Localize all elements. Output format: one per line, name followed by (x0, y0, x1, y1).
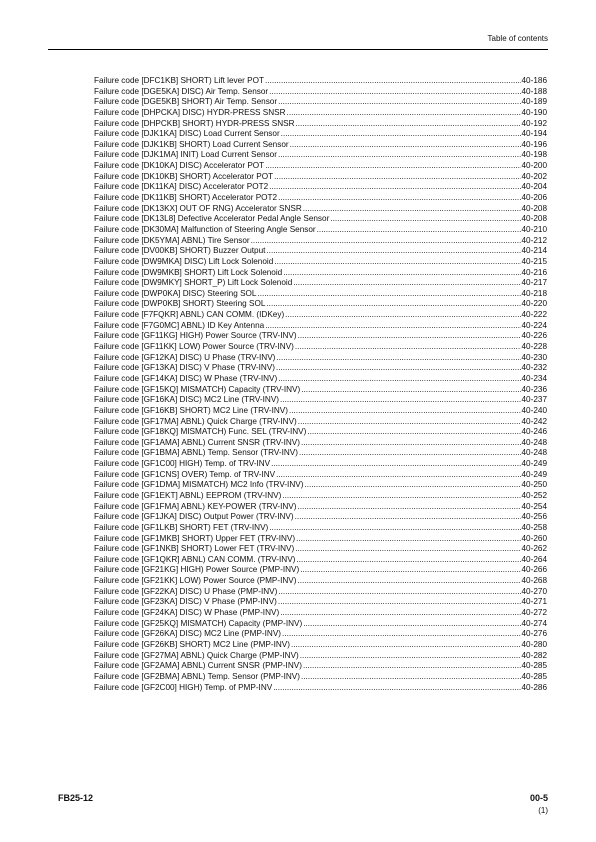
dot-leader (274, 172, 520, 183)
toc-entry-page: 40-274 (521, 618, 547, 628)
toc-entry-page: 40-189 (521, 97, 547, 107)
toc-entry-title: Failure code [F7FQKR] ABNL) CAN COMM. (IDKey) (94, 310, 285, 320)
dot-leader (297, 576, 520, 587)
toc-entry-title: Failure code [GF22KA] DISC) U Phase (PMP-INV) (94, 586, 278, 596)
toc-entry[interactable] (94, 470, 547, 481)
dot-leader (269, 87, 520, 98)
toc-entry-title: Failure code [GF2AMA] ABNL) Current SNSR (PMP-INV) (94, 661, 302, 671)
toc-entry-page: 40-190 (521, 107, 547, 117)
dot-leader (296, 555, 520, 566)
dot-leader (269, 523, 520, 534)
toc-entry-title: Failure code [GF1FMA] ABNL) KEY-POWER (TRV-INV) (94, 501, 297, 511)
toc-entry-title: Failure code [DK11KA] DISC) Accelerator POT2 (94, 182, 269, 192)
toc-entry[interactable] (94, 363, 547, 374)
toc-entry[interactable] (94, 555, 547, 566)
toc-entry[interactable] (94, 640, 547, 651)
toc-entry-page: 40-218 (521, 288, 547, 298)
toc-entry[interactable] (94, 406, 547, 417)
toc-entry-title: Failure code [GF1C00] HIGH) Temp. of TRV-INV (94, 459, 271, 469)
toc-entry[interactable] (94, 140, 547, 151)
toc-entry[interactable] (94, 108, 547, 119)
toc-entry-page: 40-234 (521, 373, 547, 383)
toc-entry[interactable] (94, 417, 547, 428)
dot-leader (298, 417, 521, 428)
dot-leader (276, 470, 520, 481)
toc-entry-title: Failure code [DW9MKB] SHORT) Lift Lock Solenoid (94, 267, 283, 277)
toc-entry-title: Failure code [GF21KK] LOW) Power Source (PMP-INV) (94, 576, 297, 586)
dot-leader (301, 672, 521, 683)
toc-entry[interactable] (94, 629, 547, 640)
toc-entry-page: 40-204 (521, 182, 547, 192)
toc-entry-page: 40-266 (521, 565, 547, 575)
toc-entry-title: Failure code [GF2C00] HIGH) Temp. of PMP-INV (94, 682, 273, 692)
footer-revision: (1) (538, 806, 548, 815)
toc-entry-page: 40-232 (521, 363, 547, 373)
toc-entry[interactable] (94, 204, 547, 215)
toc-entry-title: Failure code [GF1BMA] ABNL) Temp. Sensor (TRV-INV) (94, 448, 298, 458)
toc-entry[interactable] (94, 534, 547, 545)
toc-entry-page: 40-240 (521, 405, 547, 415)
toc-entry[interactable] (94, 310, 547, 321)
toc-entry[interactable] (94, 597, 547, 608)
toc-entry-page: 40-196 (521, 139, 547, 149)
toc-entry-page: 40-246 (521, 427, 547, 437)
toc-entry-page: 40-256 (521, 512, 547, 522)
dot-leader (295, 512, 521, 523)
toc-entry-page: 40-188 (521, 86, 547, 96)
toc-entry[interactable] (94, 491, 547, 502)
toc-entry-title: Failure code [GF1DMA] MISMATCH) MC2 Info (TRV-INV) (94, 480, 304, 490)
toc-entry-title: Failure code [F7G0MC] ABNL) ID Key Antenna (94, 320, 265, 330)
toc-entry[interactable] (94, 87, 547, 98)
toc-entry[interactable] (94, 150, 547, 161)
dot-leader (282, 629, 520, 640)
dot-leader (285, 310, 520, 321)
toc-entry-title: Failure code [GF27MA] ABNL) Quick Charge (PMP-INV) (94, 650, 299, 660)
toc-entry[interactable] (94, 576, 547, 587)
toc-entry-page: 40-252 (521, 490, 547, 500)
toc-entry-title: Failure code [DJK1MA] INIT) Load Current Sensor (94, 150, 277, 160)
toc-entry[interactable] (94, 587, 547, 598)
toc-entry-page: 40-208 (521, 214, 547, 224)
toc-entry[interactable] (94, 353, 547, 364)
toc-entry[interactable] (94, 268, 547, 279)
toc-entry-page: 40-202 (521, 171, 547, 181)
toc-entry-page: 40-224 (521, 320, 547, 330)
toc-entry-title: Failure code [GF1MKB] SHORT) Upper FET (TRV-INV) (94, 533, 296, 543)
toc-entry-title: Failure code [GF21KG] HIGH) Power Source (PMP-INV) (94, 565, 300, 575)
toc-entry-title: Failure code [GF12KA] DISC) U Phase (TRV-INV) (94, 352, 276, 362)
toc-entry[interactable] (94, 321, 547, 332)
toc-entry[interactable] (94, 438, 547, 449)
toc-entry-title: Failure code [GF1QKR] ABNL) CAN COMM. (TRV-INV) (94, 554, 296, 564)
dot-leader (291, 640, 521, 651)
toc-entry-page: 40-206 (521, 193, 547, 203)
toc-entry-page: 40-276 (521, 629, 547, 639)
toc-entry-title: Failure code [DW9MKY] SHORT_P) Lift Lock Solenoid (94, 278, 293, 288)
toc-entry-title: Failure code [GF1JKA] DISC) Output Power (TRV-INV) (94, 512, 294, 522)
dot-leader (265, 76, 520, 87)
toc-entry-page: 40-226 (521, 331, 547, 341)
dot-leader (303, 661, 521, 672)
toc-entry-title: Failure code [GF16KB] SHORT) MC2 Line (TRV-INV) (94, 405, 288, 415)
toc-entry-title: Failure code [GF26KB] SHORT) MC2 Line (PMP-INV) (94, 639, 290, 649)
toc-entry-page: 40-286 (521, 682, 547, 692)
toc-entry[interactable] (94, 448, 547, 459)
dot-leader (278, 597, 521, 608)
toc-entry-page: 40-215 (521, 256, 547, 266)
toc-entry-page: 40-237 (521, 395, 547, 405)
dot-leader (287, 108, 521, 119)
toc-entry-page: 40-264 (521, 554, 547, 564)
toc-entry[interactable] (94, 502, 547, 513)
dot-leader (282, 491, 520, 502)
toc-entry-page: 40-208 (521, 203, 547, 213)
toc-entry[interactable] (94, 619, 547, 630)
toc-entry[interactable] (94, 395, 547, 406)
dot-leader (280, 608, 520, 619)
toc-entry-title: Failure code [DFC1KB] SHORT) Lift lever POT (94, 76, 265, 85)
dot-leader (299, 448, 521, 459)
toc-entry[interactable] (94, 129, 547, 140)
dot-leader (283, 268, 520, 279)
toc-entry-title: Failure code [GF1EKT] ABNL) EEPROM (TRV-INV) (94, 490, 282, 500)
dot-leader (278, 374, 520, 385)
toc-entry-page: 40-230 (521, 352, 547, 362)
dot-leader (301, 438, 521, 449)
toc-entry-page: 40-198 (521, 150, 547, 160)
toc-entry-title: Failure code [DJK1KB] SHORT) Load Current Sensor (94, 139, 289, 149)
dot-leader (300, 565, 520, 576)
toc-entry[interactable] (94, 544, 547, 555)
toc-entry[interactable] (94, 374, 547, 385)
dot-leader (278, 97, 520, 108)
toc-entry-title: Failure code [DGE5KA] DISC) Air Temp. Sensor (94, 86, 269, 96)
dot-leader (307, 427, 520, 438)
toc-entry-page: 40-258 (521, 522, 547, 532)
toc-entry-page: 40-217 (521, 278, 547, 288)
footer-model: FB25-12 (58, 793, 94, 803)
toc-entry-title: Failure code [GF15KQ] MISMATCH) Capacity (TRV-INV) (94, 384, 301, 394)
toc-entry[interactable] (94, 214, 547, 225)
dot-leader (266, 299, 520, 310)
toc-entry-page: 40-268 (521, 576, 547, 586)
toc-entry[interactable] (94, 661, 547, 672)
toc-entry-title: Failure code [DK10KB] SHORT) Accelerator POT (94, 171, 274, 181)
toc-entry-title: Failure code [GF24KA] DISC) W Phase (PMP-INV) (94, 608, 280, 618)
toc-entry-page: 40-260 (521, 533, 547, 543)
toc-entry-page: 40-192 (521, 118, 547, 128)
toc-entry[interactable] (94, 342, 547, 353)
toc-entry-page: 40-214 (521, 246, 547, 256)
dot-leader (280, 395, 520, 406)
header-rule (48, 49, 548, 50)
toc-list (94, 76, 547, 693)
toc-entry[interactable] (94, 459, 547, 470)
dot-leader (276, 363, 521, 374)
toc-entry-title: Failure code [GF18KQ] MISMATCH) Func. SEL (TRV-INV) (94, 427, 307, 437)
dot-leader (257, 289, 520, 300)
toc-entry-page: 40-186 (521, 76, 547, 85)
toc-entry-title: Failure code [GF13KA] DISC) V Phase (TRV-INV) (94, 363, 275, 373)
toc-entry[interactable] (94, 182, 547, 193)
footer-page-number: 00-5 (529, 793, 548, 803)
dot-leader (278, 150, 521, 161)
toc-entry-page: 40-249 (521, 469, 547, 479)
toc-entry-title: Failure code [DHPCKA] DISC) HYDR-PRESS SNSR (94, 107, 286, 117)
dot-leader (304, 480, 520, 491)
dot-leader (301, 385, 520, 396)
toc-entry[interactable] (94, 193, 547, 204)
toc-entry[interactable] (94, 480, 547, 491)
dot-leader (289, 406, 521, 417)
toc-entry-page: 40-222 (521, 310, 547, 320)
toc-entry-title: Failure code [DK30MA] Malfunction of Steering Angle Sensor (94, 224, 316, 234)
toc-entry-title: Failure code [DK10KA] DISC) Accelerator POT (94, 161, 265, 171)
toc-entry-page: 40-220 (521, 299, 547, 309)
toc-entry-title: Failure code [DHPCKB] SHORT) HYDR-PRESS SNSR (94, 118, 295, 128)
toc-entry-page: 40-249 (521, 459, 547, 469)
toc-entry-page: 40-282 (521, 650, 547, 660)
toc-entry-page: 40-280 (521, 639, 547, 649)
toc-entry-page: 40-236 (521, 384, 547, 394)
toc-entry-page: 40-242 (521, 416, 547, 426)
toc-entry[interactable] (94, 97, 547, 108)
toc-entry-title: Failure code [GF16KA] DISC) MC2 Line (TRV-INV) (94, 395, 280, 405)
toc-entry[interactable] (94, 672, 547, 683)
toc-entry-title: Failure code [GF11KK] LOW) Power Source (TRV-INV) (94, 342, 294, 352)
toc-entry-page: 40-254 (521, 501, 547, 511)
toc-entry-title: Failure code [GF1NKB] SHORT) Lower FET (TRV-INV) (94, 544, 295, 554)
toc-entry-title: Failure code [DK13L8] Defective Accelerator Pedal Angle Sensor (94, 214, 330, 224)
toc-entry-title: Failure code [DV00KB] SHORT) Buzzer Output (94, 246, 266, 256)
dot-leader (290, 140, 521, 151)
dot-leader (296, 119, 521, 130)
toc-entry[interactable] (94, 119, 547, 130)
dot-leader (295, 342, 521, 353)
toc-entry-title: Failure code [GF14KA] DISC) W Phase (TRV-INV) (94, 373, 278, 383)
toc-entry[interactable] (94, 76, 547, 87)
toc-entry[interactable] (94, 289, 547, 300)
toc-entry-page: 40-285 (521, 671, 547, 681)
toc-entry[interactable] (94, 512, 547, 523)
toc-entry-title: Failure code [GF2BMA] ABNL) Temp. Sensor (PMP-INV) (94, 671, 300, 681)
toc-entry-title: Failure code [DJK1KA] DISC) Load Current Sensor (94, 129, 280, 139)
toc-entry[interactable] (94, 246, 547, 257)
dot-leader (296, 534, 520, 545)
dot-leader (278, 587, 520, 598)
toc-entry-page: 40-271 (521, 597, 547, 607)
toc-entry[interactable] (94, 427, 547, 438)
dot-leader (266, 246, 520, 257)
dot-leader (265, 161, 520, 172)
toc-entry-title: Failure code [DK13KX] OUT OF RNG) Accelerator SNSR (94, 203, 302, 213)
toc-entry-title: Failure code [DK11KB] SHORT) Accelerator POT2 (94, 193, 278, 203)
dot-leader (265, 321, 520, 332)
toc-entry-title: Failure code [GF25KQ] MISMATCH) Capacity (PMP-INV) (94, 618, 303, 628)
dot-leader (251, 236, 521, 247)
dot-leader (295, 544, 520, 555)
toc-entry-title: Failure code [DK5YMA] ABNL) Tire Sensor (94, 235, 250, 245)
toc-entry[interactable] (94, 331, 547, 342)
toc-entry-title: Failure code [GF1LKB] SHORT) FET (TRV-INV) (94, 522, 269, 532)
dot-leader (293, 278, 520, 289)
toc-entry[interactable] (94, 299, 547, 310)
toc-entry-page: 40-270 (521, 586, 547, 596)
toc-entry-title: Failure code [DWP0KA] DISC) Steering SOL (94, 288, 257, 298)
toc-entry-title: Failure code [DWP0KB] SHORT) Steering SOL (94, 299, 266, 309)
dot-leader (281, 129, 521, 140)
dot-leader (300, 651, 521, 662)
toc-entry-title: Failure code [GF23KA] DISC) V Phase (PMP-INV) (94, 597, 277, 607)
toc-entry-page: 40-200 (521, 161, 547, 171)
toc-entry[interactable] (94, 225, 547, 236)
toc-entry-title: Failure code [GF11KG] HIGH) Power Source (TRV-INV) (94, 331, 297, 341)
dot-leader (276, 353, 520, 364)
toc-entry-page: 40-248 (521, 437, 547, 447)
toc-entry[interactable] (94, 651, 547, 662)
dot-leader (274, 257, 520, 268)
toc-entry[interactable] (94, 236, 547, 247)
toc-entry[interactable] (94, 172, 547, 183)
toc-entry-page: 40-250 (521, 480, 547, 490)
toc-entry-page: 40-210 (521, 224, 547, 234)
dot-leader (330, 214, 520, 225)
toc-entry-title: Failure code [GF1CNS] OVER) Temp. of TRV-INV (94, 469, 276, 479)
toc-entry-page: 40-194 (521, 129, 547, 139)
toc-entry-title: Failure code [GF1AMA] ABNL) Current SNSR (TRV-INV) (94, 437, 300, 447)
toc-entry-page: 40-216 (521, 267, 547, 277)
dot-leader (273, 683, 520, 694)
toc-entry-title: Failure code [DW9MKA] DISC) Lift Lock Solenoid (94, 256, 274, 266)
toc-entry-page: 40-262 (521, 544, 547, 554)
toc-entry[interactable] (94, 385, 547, 396)
toc-entry-title: Failure code [GF17MA] ABNL) Quick Charge (TRV-INV) (94, 416, 297, 426)
dot-leader (297, 502, 520, 513)
dot-leader (317, 225, 521, 236)
dot-leader (303, 204, 521, 215)
dot-leader (269, 182, 520, 193)
dot-leader (303, 619, 520, 630)
toc-entry-page: 40-248 (521, 448, 547, 458)
toc-entry[interactable] (94, 523, 547, 534)
toc-entry-page: 40-228 (521, 342, 547, 352)
toc-entry-title: Failure code [GF26KA] DISC) MC2 Line (PMP-INV) (94, 629, 282, 639)
toc-entry[interactable] (94, 161, 547, 172)
dot-leader (271, 459, 520, 470)
toc-entry[interactable] (94, 565, 547, 576)
toc-entry-page: 40-285 (521, 661, 547, 671)
toc-entry[interactable] (94, 257, 547, 268)
toc-entry[interactable] (94, 278, 547, 289)
toc-entry-page: 40-272 (521, 608, 547, 618)
dot-leader (278, 193, 520, 204)
toc-entry-page: 40-212 (521, 235, 547, 245)
toc-entry-title: Failure code [DGE5KB] SHORT) Air Temp. Sensor (94, 97, 278, 107)
toc-entry[interactable] (94, 683, 547, 694)
dot-leader (298, 331, 521, 342)
page-header: Table of contents (487, 34, 548, 43)
toc-entry[interactable] (94, 608, 547, 619)
